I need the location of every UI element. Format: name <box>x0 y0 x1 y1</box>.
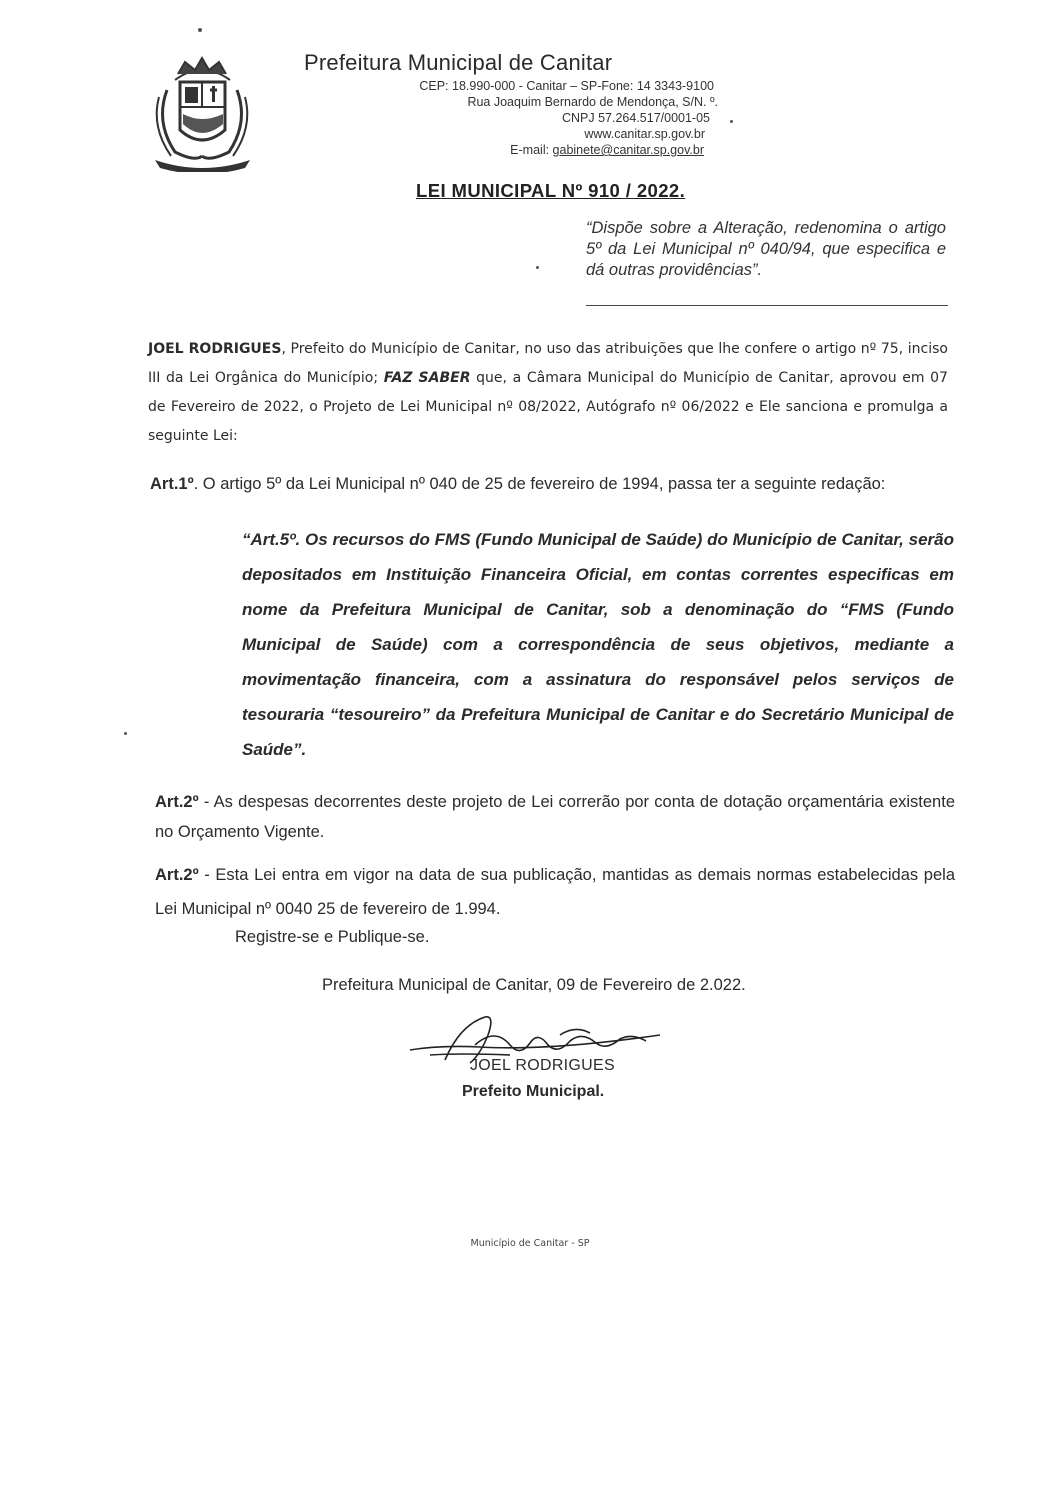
article-2-expenses <box>155 787 955 847</box>
website-link[interactable]: www.canitar.sp.gov.br <box>584 127 705 141</box>
article-2b-text: - Esta Lei entra em vigor na data de sua publicação, mantidas as demais normas estabelecidas pela Lei Municipal nº 0040 25 de fevereiro de 1.994. <box>155 866 955 918</box>
article-2-effective <box>155 858 955 926</box>
letterhead <box>300 50 770 158</box>
preamble-paragraph <box>148 335 948 451</box>
signer-name: JOEL RODRIGUES <box>470 1057 615 1074</box>
faz-saber: FAZ SABER <box>383 370 471 386</box>
preamble-text-1: , Prefeito do Município de Canitar, no uso das atribuições que lhe confere o artigo nº 75, inciso III da Lei Orgânica do Município; <box>148 341 948 386</box>
scan-speck <box>124 732 127 735</box>
article-1 <box>150 466 945 502</box>
email-link[interactable]: gabinete@canitar.sp.gov.br <box>552 143 704 157</box>
register-publish: Registre-se e Publique-se. <box>235 928 430 946</box>
law-title: LEI MUNICIPAL Nº 910 / 2022. <box>416 180 686 201</box>
coat-of-arms-icon <box>145 52 260 172</box>
cnpj: CNPJ 57.264.517/0001-05 <box>561 111 710 125</box>
article-1-text: . O artigo 5º da Lei Municipal nº 040 de 25 de fevereiro de 1994, passa ter a seguinte redação: <box>193 475 886 493</box>
article-2-text: - As despesas decorrentes deste projeto de Lei correrão por conta de dotação orçamentária existente no Orçamento Vigente. <box>155 793 955 841</box>
page-footer: Município de Canitar - SP <box>470 1238 590 1249</box>
article-2b-label: Art.2º <box>155 866 199 884</box>
article-5-quote: “Art.5º. Os recursos do FMS (Fundo Municipal de Saúde) do Município de Canitar, serão depositados em Instituição Financeira Oficial, em contas correntes especificas em nome da Prefeitura Municipal de Canitar, sob a denominação do “FMS (Fundo Municipal de Saúde) com a correspondência de seus objetivos, mediante a movimentação financeira, com a assinatura do responsável pelos serviços de tesouraria “tesoureiro” da Prefeitura Municipal de Canitar e do Secretário Municipal de Saúde”. <box>242 530 954 759</box>
address: Rua Joaquim Bernardo de Mendonça, S/N. º. <box>467 95 718 109</box>
scan-speck <box>536 266 539 269</box>
email-line <box>300 142 704 158</box>
scan-speck <box>730 120 733 123</box>
signer-role: Prefeito Municipal. <box>462 1083 605 1100</box>
preamble-text-2: que, a Câmara Municipal do Município de Canitar, aprovou em 07 de Fevereiro de 2022, o Projeto de Lei Municipal nº 08/2022, Autógrafo nº 06/2022 e Ele sanciona e promulga a seguinte Lei: <box>148 370 948 444</box>
scan-speck <box>198 28 202 32</box>
cep-phone: CEP: 18.990-000 - Canitar – SP-Fone: 14 3343-9100 <box>419 79 714 93</box>
summary-divider <box>586 305 948 306</box>
mayor-name: JOEL RODRIGUES <box>148 341 282 357</box>
article-2-label: Art.2º <box>155 793 199 811</box>
org-name: Prefeitura Municipal de Canitar <box>304 50 613 75</box>
article-1-label: Art.1º <box>150 475 194 493</box>
email-label: E-mail: <box>510 143 553 157</box>
law-summary: “Dispõe sobre a Alteração, redenomina o artigo 5º da Lei Municipal nº 040/94, que especifica e dá outras providências”. <box>586 219 946 279</box>
date-line: Prefeitura Municipal de Canitar, 09 de Fevereiro de 2.022. <box>322 976 746 994</box>
